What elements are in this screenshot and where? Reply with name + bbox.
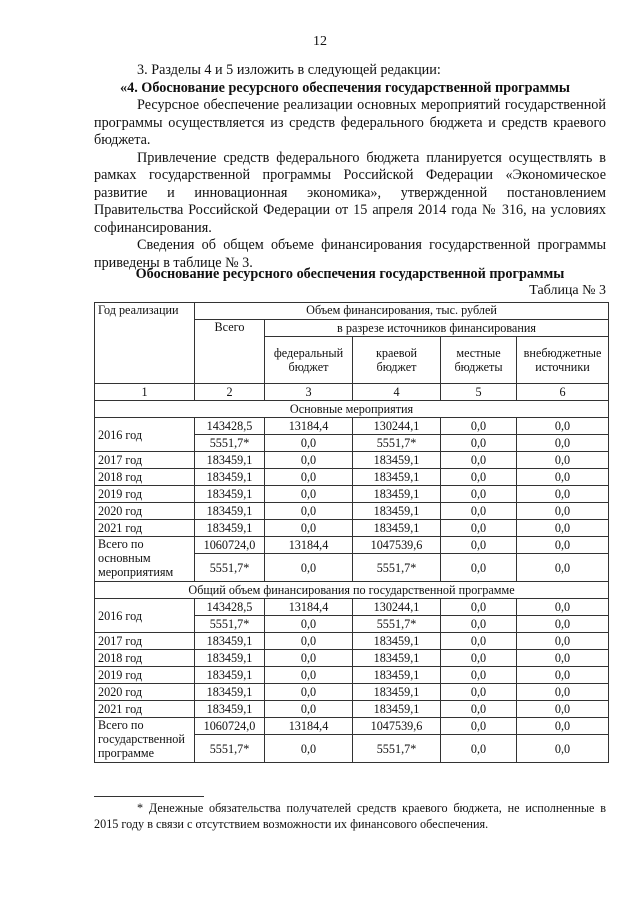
table-row: Всего по основным мероприятиям 1060724,0 13184,4 1047539,6 0,0 0,0 <box>95 537 609 554</box>
paragraph-table-ref: Сведения об общем объеме финансирования государственной программы приведены в таблице № 3. <box>94 237 606 271</box>
table-row: 2019 год 183459,1 0,0 183459,1 0,0 0,0 <box>95 486 609 503</box>
paragraph-resources: Ресурсное обеспечение реализации основных мероприятий государственной программы осуществляется из средств федерального бюджета и средств краевого бюджета. <box>94 97 606 148</box>
table-row: 5551,7* 0,0 5551,7* 0,0 0,0 <box>95 616 609 633</box>
table-row: 2018 год 183459,1 0,0 183459,1 0,0 0,0 <box>95 650 609 667</box>
section-total-program: Общий объем финансирования по государственной программе <box>95 582 609 599</box>
table-row: 2016 год 143428,5 13184,4 130244,1 0,0 0,0 <box>95 599 609 616</box>
table-row: 2021 год 183459,1 0,0 183459,1 0,0 0,0 <box>95 701 609 718</box>
header-year: Год реализации <box>95 303 195 384</box>
table-row: 2017 год 183459,1 0,0 183459,1 0,0 0,0 <box>95 452 609 469</box>
table-row: 2019 год 183459,1 0,0 183459,1 0,0 0,0 <box>95 667 609 684</box>
page-number: 12 <box>313 34 327 49</box>
header-extra: внебюджетные источники <box>517 337 609 384</box>
body-text <box>94 62 606 272</box>
table-label: Таблица № 3 <box>529 283 606 298</box>
table-row: 2016 год 143428,5 13184,4 130244,1 0,0 0,0 <box>95 418 609 435</box>
table-row: 5551,7* 0,0 5551,7* 0,0 0,0 <box>95 435 609 452</box>
table-row: 2020 год 183459,1 0,0 183459,1 0,0 0,0 <box>95 684 609 701</box>
column-numbers-row: 1 2 3 4 5 6 <box>95 384 609 401</box>
header-sources: в разрезе источников финансирования <box>265 320 609 337</box>
table-row: 5551,7* 0,0 5551,7* 0,0 0,0 <box>95 554 609 582</box>
table-row: Всего по государственной программе 1060724,0 13184,4 1047539,6 0,0 0,0 <box>95 718 609 735</box>
section-main-activities: Основные мероприятия <box>95 401 609 418</box>
paragraph-federal: Привлечение средств федерального бюджета планируется осуществлять в рамках государственной программы Российской Федерации «Экономическое развитие и инновационная экономика», утвержденной постановлением Правительства Российской Федерации от 15 апреля 2014 года № 316, на условиях софинансирования. <box>94 149 606 236</box>
paragraph-instruction: 3. Разделы 4 и 5 изложить в следующей редакции: <box>137 62 441 78</box>
table-row: 5551,7* 0,0 5551,7* 0,0 0,0 <box>95 735 609 763</box>
table-row: 2021 год 183459,1 0,0 183459,1 0,0 0,0 <box>95 520 609 537</box>
table-row: 2018 год 183459,1 0,0 183459,1 0,0 0,0 <box>95 469 609 486</box>
header-volume: Объем финансирования, тыс. рублей <box>195 303 609 320</box>
footnote: * Денежные обязательства получателей средств краевого бюджета, не исполненные в 2015 году в связи с отсутствием возможности их финансового обеспечения. <box>94 801 606 831</box>
header-regional: краевой бюджет <box>353 337 441 384</box>
section-heading: «4. Обоснование ресурсного обеспечения государственной программы <box>120 79 571 96</box>
header-federal: федеральный бюджет <box>265 337 353 384</box>
footnote-divider <box>94 796 204 797</box>
table-row: 2017 год 183459,1 0,0 183459,1 0,0 0,0 <box>95 633 609 650</box>
header-local: местные бюджеты <box>441 337 517 384</box>
header-total: Всего <box>195 320 265 384</box>
table-title: Обоснование ресурсного обеспечения государственной программы <box>135 266 565 282</box>
funding-table <box>94 302 609 763</box>
table-row: 2020 год 183459,1 0,0 183459,1 0,0 0,0 <box>95 503 609 520</box>
